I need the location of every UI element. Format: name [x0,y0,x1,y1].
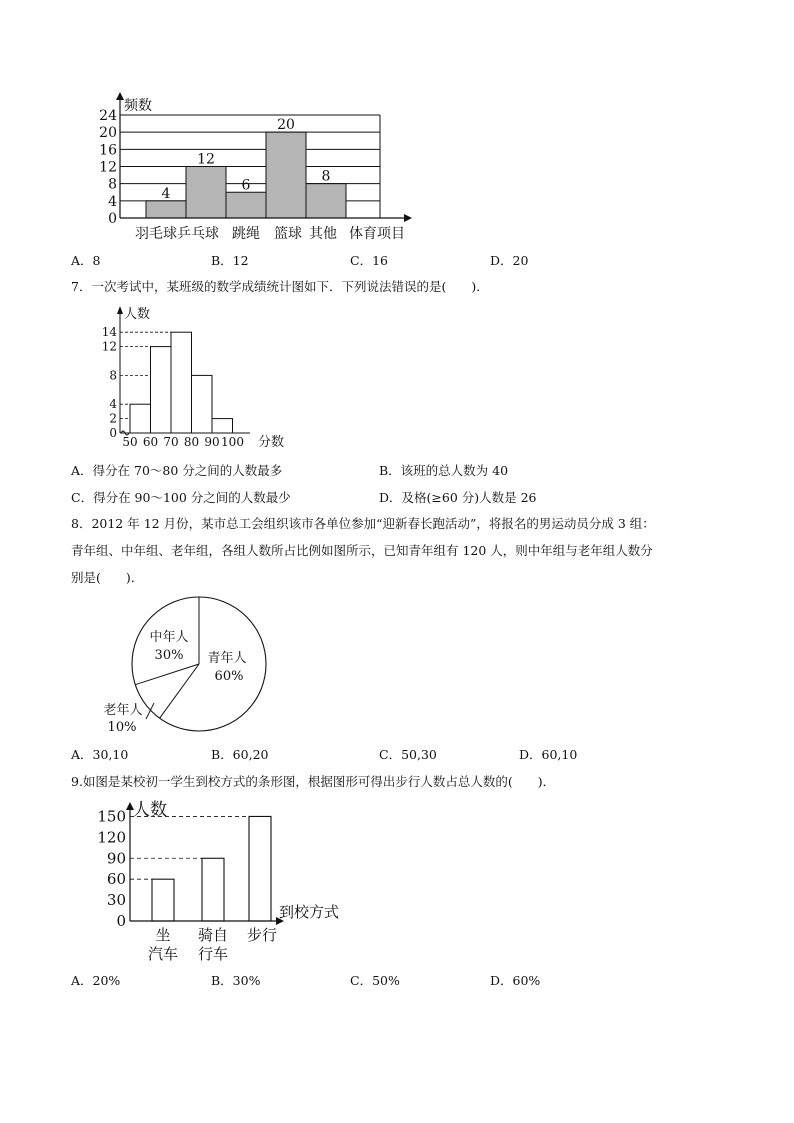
q7-option-d[interactable]: D．及格(≥60 分)人数是 26 [379,490,537,505]
y-tick-label: 60 [106,870,126,889]
x-axis-label: 体育项目 [349,226,405,242]
y-tick-label: 0 [108,211,117,227]
q6-option-c[interactable]: C．16 [350,253,388,268]
q7-stem: 7．一次考试中，某班级的数学成绩统计图如下．下列说法错误的是( )． [71,279,489,294]
category-label: 行车 [197,945,229,963]
q8-option-c[interactable]: C．50,30 [379,747,437,762]
q9-option-d[interactable]: D．60% [490,973,541,988]
bar-data-label: 12 [197,151,215,168]
y-tick-label: 4 [109,397,117,412]
y-tick-label: 16 [99,142,117,159]
q7-option-c[interactable]: C．得分在 90～100 分之间的人数最少 [71,490,291,505]
y-tick-label: 12 [99,159,117,176]
x-axis-label: 到校方式 [279,903,340,921]
bar [249,816,271,921]
x-tick-label: 70 [163,435,179,449]
y-tick-label: 120 [97,828,126,847]
category-label: 乒乓球 [177,226,219,242]
category-label: 骑自 [197,926,229,944]
y-tick-label: 150 [97,807,126,826]
y-tick-label: 24 [99,108,117,124]
x-tick-label: 90 [204,435,220,449]
category-label: 坐 [155,926,171,944]
bar-data-label: 6 [241,177,251,194]
q9-option-c[interactable]: C．50% [350,973,400,988]
category-label: 汽车 [147,945,179,963]
category-label: 其他 [309,226,337,242]
pie-label-youth-name: 青年人 [207,651,247,666]
q8-stem-line1: 8．2012 年 12 月份，某市总工会组织该市各单位参加“迎新春长跑活动”，将报名的男运动员分成 3 组： [71,516,655,531]
pie-label-senior-percent: 10% [107,720,137,735]
q9-option-b[interactable]: B．30% [211,973,261,988]
y-tick-label: 8 [108,176,117,193]
y-tick-label: 4 [108,193,117,210]
bar-data-label: 20 [277,117,295,134]
q7-option-b[interactable]: B．该班的总人数为 40 [379,463,509,478]
bar-data-label: 4 [161,185,171,202]
y-axis-label: 人数 [124,307,151,322]
q6-option-d[interactable]: D．20 [490,253,529,268]
y-tick-label: 90 [106,849,126,868]
y-tick-label: 0 [116,912,126,930]
q8-option-b[interactable]: B．60,20 [211,747,269,762]
bar [202,858,224,921]
x-tick-label: 100 [221,435,244,449]
q9-option-a[interactable]: A．20% [71,973,121,988]
pie-label-senior-name: 老年人 [103,703,143,718]
bar [152,879,174,921]
y-tick-label: 14 [101,325,117,340]
y-tick-label: 20 [99,125,117,142]
category-label: 羽毛球 [135,226,177,242]
q8-stem-line2: 青年组、中年组、老年组，各组人数所占比例如图所示，已知青年组有 120 人，则中年组与老年组人数分 [71,543,653,558]
x-tick-label: 60 [142,435,159,449]
x-tick-label: 50 [122,435,138,449]
bar-data-label: 8 [321,168,331,185]
pie-label-youth-percent: 60% [214,669,244,684]
category-label: 篮球 [274,226,302,242]
q6-option-a[interactable]: A．8 [71,253,101,268]
y-axis-label: 人数 [133,800,167,820]
y-tick-label: 8 [109,368,117,383]
q9-stem: 9.如图是某校初一学生到校方式的条形图，根据图形可得出步行人数占总人数的( )． [71,774,556,789]
x-axis-label: 分数 [258,435,285,450]
q8-option-d[interactable]: D．60,10 [519,747,578,762]
q8-stem-line3: 别是( )． [71,570,144,585]
q7-option-a[interactable]: A．得分在 70～80 分之间的人数最多 [71,463,283,478]
x-tick-label: 80 [183,435,200,449]
pie-label-middle-name: 中年人 [149,630,189,645]
y-tick-label: 30 [106,891,126,910]
y-axis-label: 频数 [124,98,152,114]
category-label: 跳绳 [232,226,260,242]
y-tick-label: 2 [109,411,117,426]
pie-label-middle-percent: 30% [154,648,184,663]
q8-option-a[interactable]: A．30,10 [71,747,129,762]
q6-option-b[interactable]: B．12 [211,253,249,268]
y-tick-label: 0 [109,426,117,440]
y-tick-label: 12 [101,339,117,354]
category-label: 步行 [246,926,278,944]
